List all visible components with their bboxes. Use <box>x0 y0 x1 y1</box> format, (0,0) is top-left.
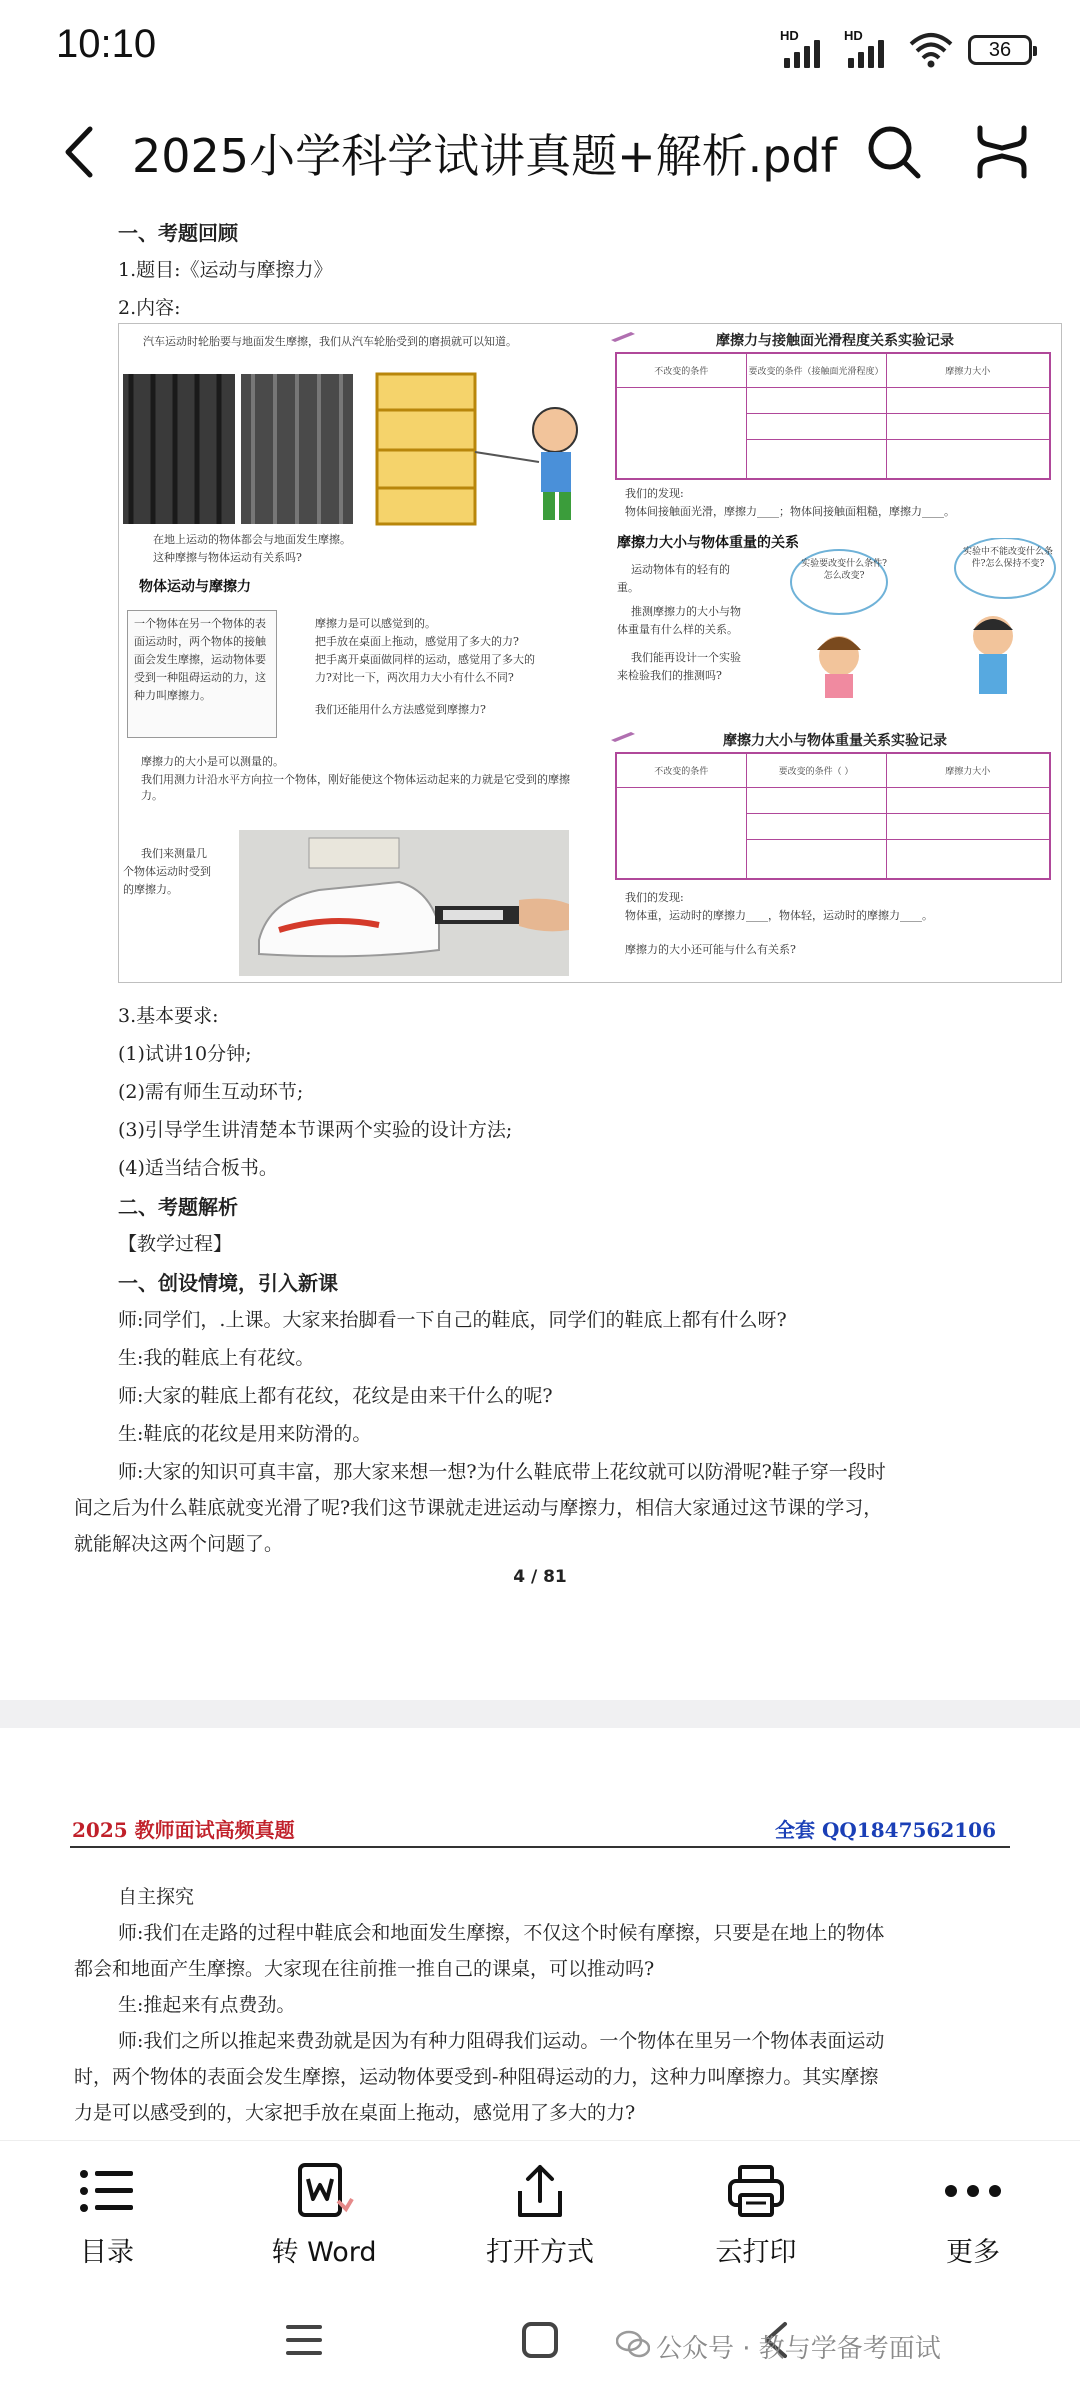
figure-text: 来检验我们的推测吗? <box>617 669 722 682</box>
figure-text: 我们的发现: <box>625 487 684 500</box>
table-header: 不改变的条件 <box>616 353 746 387</box>
requirement-item: (1)试讲10分钟; <box>118 1043 252 1065</box>
requirement-item: (3)引导学生讲清楚本节课两个实验的设计方法; <box>118 1119 513 1141</box>
speech-bubble-2: 实验中不能改变什么条件?怎么保持不变? <box>963 547 1054 569</box>
figure-text: 我们来测量几 <box>141 847 207 860</box>
body-line: 自主探究 <box>118 1886 195 1908</box>
dialogue-line: 间之后为什么鞋底就变光滑了呢?我们这节课就走进运动与摩擦力，相信大家通过这节课的学习， <box>74 1497 883 1519</box>
search-icon <box>862 120 926 184</box>
status-bar <box>0 0 1080 100</box>
requirement-item: (2)需有师生互动环节; <box>118 1081 304 1103</box>
hd-label: HD <box>780 28 799 43</box>
table-header: 要改变的条件（接触面光滑程度） <box>746 353 886 387</box>
home-square-icon <box>521 2321 559 2359</box>
toc-label: 目录 <box>80 2237 134 2268</box>
table-header: 摩擦力大小 <box>886 753 1050 787</box>
toc-button[interactable] <box>27 2159 187 2269</box>
requirements-title: 3.基本要求: <box>118 1005 219 1027</box>
dialogue-line: 就能解决这两个问题了。 <box>74 1533 284 1555</box>
table1-title: 摩擦力与接触面光滑程度关系实验记录 <box>716 333 954 349</box>
share-icon <box>512 2161 568 2221</box>
pdf-page-5[interactable] <box>0 1728 1080 2140</box>
page-header-left: 2025 教师面试高频真题 <box>72 1818 295 1842</box>
cloud-print-label: 云打印 <box>715 2237 797 2268</box>
step-heading: 一、创设情境，引入新课 <box>118 1271 338 1295</box>
watermark-text: 公众号 · 教与学备考面试 <box>656 2334 941 2364</box>
body-line: 师:我们在走路的过程中鞋底会和地面发生摩擦，不仅这个时候有摩擦，只要是在地上的物体 <box>118 1922 885 1944</box>
section-heading-review: 一、考题回顾 <box>118 221 238 245</box>
menu-icon <box>284 2323 324 2357</box>
figure-text: 重。 <box>617 581 639 594</box>
section-heading-analysis: 二、考题解析 <box>118 1195 238 1219</box>
search-button[interactable] <box>862 120 926 184</box>
figure-text: 个物体运动时受到 <box>123 865 211 878</box>
figure-text: 摩擦力是可以感觉到的。 <box>315 617 436 630</box>
figure-text: 把手离开桌面做同样的运动，感觉用了多大的 <box>315 653 535 666</box>
dialogue-line: 师:同学们，.上课。大家来抬脚看一下自己的鞋底，同学们的鞋底上都有什么呀? <box>118 1309 787 1331</box>
record-table-1 <box>615 352 1051 480</box>
wifi-icon <box>908 32 954 68</box>
figure-intro: 汽车运动时轮胎要与地面发生摩擦，我们从汽车轮胎受到的磨损就可以知道。 <box>143 335 517 348</box>
page-separator <box>0 1700 1080 1728</box>
back-button[interactable] <box>50 122 110 182</box>
page-header-right: 全套 QQ1847562106 <box>775 1818 996 1842</box>
topic-line: 1.题目:《运动与摩擦力》 <box>118 259 333 281</box>
open-with-button[interactable] <box>460 2159 620 2269</box>
recent-apps-button[interactable] <box>274 2310 334 2370</box>
figure-text: 力?对比一下，两次用力大小有什么不同? <box>315 671 514 684</box>
more-button[interactable] <box>893 2159 1053 2269</box>
figure-caption-2: 这种摩擦与物体运动有关系吗? <box>153 551 302 564</box>
body-line: 力是可以感受到的，大家把手放在桌面上拖动，感觉用了多大的力? <box>74 2102 636 2124</box>
body-line: 都会和地面产生摩擦。大家现在往前推一推自己的课桌，可以推动吗? <box>74 1958 655 1980</box>
teaching-process-label: 【教学过程】 <box>118 1233 233 1255</box>
figure-text: 我们的发现: <box>625 891 684 904</box>
bottom-toolbar <box>0 2140 1080 2280</box>
figure-left-column <box>119 324 599 984</box>
figure-text: 物体间接触面光滑，摩擦力____；物体间接触面粗糙，摩擦力____。 <box>625 505 955 518</box>
figure-text: 物体重，运动时的摩擦力____，物体轻，运动时的摩擦力____。 <box>625 909 933 922</box>
body-line: 师:我们之所以推起来费劲就是因为有种力阻碍我们运动。一个物体在里另一个物体表面运动 <box>118 2030 885 2052</box>
dialogue-line: 师:大家的鞋底上都有花纹，花纹是由来干什么的呢? <box>118 1385 553 1407</box>
home-button[interactable] <box>510 2310 570 2370</box>
figure-text: 摩擦力的大小还可能与什么有关系? <box>625 943 796 956</box>
battery-icon: 36 <box>968 35 1032 65</box>
open-with-label: 打开方式 <box>486 2237 594 2268</box>
body-line: 时，两个物体的表面会发生摩擦，运动物体要受到-种阻碍运动的力，这种力叫摩擦力。其实摩擦 <box>74 2066 879 2088</box>
figure-section-title: 物体运动与摩擦力 <box>139 579 251 595</box>
more-label: 更多 <box>946 2237 1000 2268</box>
hd-label: HD <box>844 28 863 43</box>
app-bar <box>0 100 1080 205</box>
table-header: 不改变的条件 <box>616 753 746 787</box>
printer-icon <box>726 2163 786 2219</box>
cloud-print-button[interactable] <box>676 2159 836 2269</box>
figure-text: 的摩擦力。 <box>123 883 178 896</box>
list-icon <box>79 2168 135 2214</box>
dialogue-line: 生:我的鞋底上有花纹。 <box>118 1347 315 1369</box>
figure-text: 我们还能用什么方法感觉到摩擦力? <box>315 703 486 716</box>
wechat-logo-icon <box>616 2330 650 2358</box>
signal-icon <box>844 28 894 68</box>
figure-text: 运动物体有的轻有的 <box>631 563 730 576</box>
content-line: 2.内容: <box>118 297 181 319</box>
convert-to-word-button[interactable] <box>244 2159 404 2269</box>
tire-photo <box>123 374 353 524</box>
figure-subtitle: 摩擦力大小与物体重量的关系 <box>617 535 799 551</box>
shoe-spring-scale-photo <box>239 830 569 976</box>
figure-text: 推测摩擦力的大小与物 <box>631 605 741 618</box>
crate-pulling-illustration <box>359 370 595 530</box>
table-header: 摩擦力大小 <box>886 353 1050 387</box>
header-rule <box>70 1846 1010 1848</box>
record-table-2 <box>615 752 1051 880</box>
status-time: 10:10 <box>56 22 157 66</box>
dialogue-line: 师:大家的知识可真丰富，那大家来想一想?为什么鞋底带上花纹就可以防滑呢?鞋子穿一段时 <box>118 1461 886 1483</box>
figure-text: 我们能再设计一个实验 <box>631 651 741 664</box>
convert-to-word-label: 转 Word <box>271 2237 377 2268</box>
figure-caption-1: 在地上运动的物体都会与地面发生摩擦。 <box>153 533 351 546</box>
figure-text: 摩擦力的大小是可以测量的。 <box>141 755 284 768</box>
body-line: 生:推起来有点费劲。 <box>118 1994 296 2016</box>
requirement-item: (4)适当结合板书。 <box>118 1157 278 1179</box>
figure-text: 体重量有什么样的关系。 <box>617 623 738 636</box>
textbook-figure <box>118 323 1062 983</box>
signal-icon <box>780 28 830 68</box>
document-title: 2025小学科学试讲真题+解析.pdf <box>132 129 837 183</box>
dialogue-line: 生:鞋底的花纹是用来防滑的。 <box>118 1423 372 1445</box>
more-dots-icon <box>943 2183 1003 2199</box>
table2-title: 摩擦力大小与物体重量关系实验记录 <box>723 733 947 749</box>
table-header: 要改变的条件（ ） <box>746 753 886 787</box>
fit-page-icon <box>970 120 1034 184</box>
figure-text: 我们用测力计沿水平方向拉一个物体，刚好能使这个物体运动起来的力就是它受到的摩擦力。 <box>141 773 570 802</box>
word-convert-icon <box>294 2161 354 2221</box>
back-arrow-icon <box>60 125 100 179</box>
figure-text: 把手放在桌面上拖动，感觉用了多大的力? <box>315 635 519 648</box>
fit-page-button[interactable] <box>970 120 1034 184</box>
speech-bubble-1: 实验要改变什么条件?怎么改变? <box>801 559 887 581</box>
status-icons <box>780 30 1032 70</box>
definition-box: 一个物体在另一个物体的表面运动时，两个物体的接触面会发生摩擦，运动物体要受到一种阻碍运动的力，这种力叫摩擦力。 <box>127 610 277 738</box>
pdf-page-4[interactable] <box>0 205 1080 1700</box>
figure-right-column <box>609 324 1061 984</box>
page-number: 4 / 81 <box>513 1567 567 1587</box>
